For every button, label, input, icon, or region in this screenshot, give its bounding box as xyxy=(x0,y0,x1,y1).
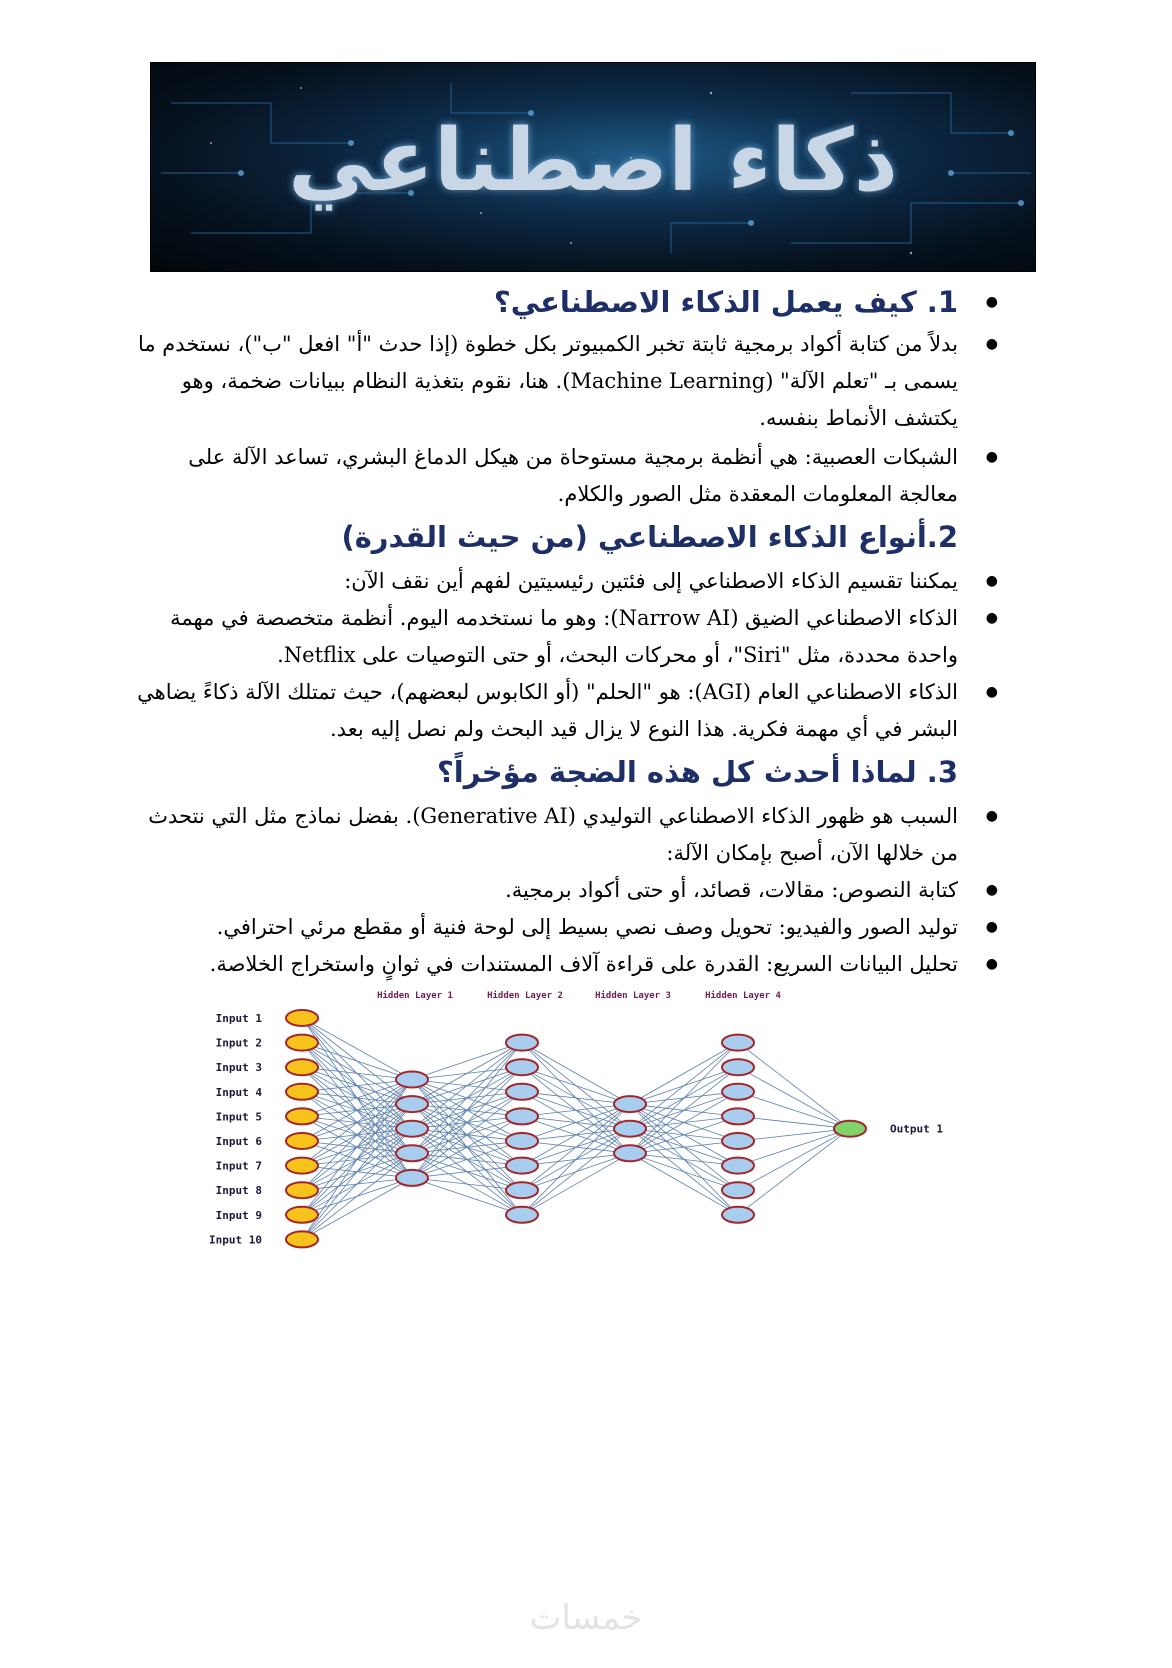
input-label: Input 2 xyxy=(215,1036,262,1050)
hidden-layer-label: Hidden Layer 1 xyxy=(377,991,453,1001)
section-3-bullet-3: ● توليد الصور والفيديو: تحويل وصف نصي بسيط إلى لوحة فنية أو مقطع مرئي احترافي. xyxy=(130,909,1010,946)
network-edge xyxy=(738,1129,850,1141)
section-3-heading: 3. لماذا أحدث كل هذه الضجة مؤخراً؟ xyxy=(436,755,958,789)
network-edge xyxy=(630,1043,738,1154)
output-node xyxy=(834,1121,866,1137)
section-2-bullet-1: ● يمكننا تقسيم الذكاء الاصطناعي إلى فئتين رئيسيتين لفهم أين نقف الآن: xyxy=(130,563,1010,600)
hidden-layer-label: Hidden Layer 2 xyxy=(487,991,563,1001)
network-edge xyxy=(738,1116,850,1128)
hidden-node xyxy=(722,1133,754,1149)
hidden-node xyxy=(722,1207,754,1223)
hidden-node xyxy=(396,1145,428,1161)
hidden-node xyxy=(722,1108,754,1124)
input-label: Input 9 xyxy=(215,1208,262,1222)
hidden-node xyxy=(722,1084,754,1100)
banner-title: ذكاء اصطناعي xyxy=(288,111,898,211)
hidden-node xyxy=(506,1182,538,1198)
input-node xyxy=(286,1158,318,1174)
hidden-layer-label: Hidden Layer 3 xyxy=(595,991,671,1001)
hidden-node xyxy=(614,1096,646,1112)
network-nodes xyxy=(286,1010,866,1247)
network-edge xyxy=(302,1018,412,1080)
network-edge xyxy=(412,1043,522,1178)
watermark-logo: خمسات xyxy=(529,1598,643,1638)
network-edge xyxy=(522,1104,630,1141)
hidden-node xyxy=(506,1108,538,1124)
input-node xyxy=(286,1010,318,1026)
input-label: Input 10 xyxy=(209,1233,262,1247)
section-3-bullet-4: ● تحليل البيانات السريع: القدرة على قراءة آلاف المستندات في ثوانٍ واستخراج الخلاصة. xyxy=(130,946,1010,983)
hidden-node xyxy=(614,1145,646,1161)
neural-network-diagram xyxy=(190,990,980,1260)
network-edge xyxy=(738,1129,850,1191)
input-label: Input 7 xyxy=(215,1159,262,1173)
network-edge xyxy=(522,1067,630,1104)
hidden-node xyxy=(396,1170,428,1186)
input-node xyxy=(286,1059,318,1075)
network-edge xyxy=(522,1043,630,1105)
network-edges xyxy=(302,1018,850,1239)
network-edge xyxy=(630,1043,738,1105)
network-edge xyxy=(522,1104,630,1215)
network-edge xyxy=(630,1153,738,1215)
hidden-node xyxy=(722,1158,754,1174)
network-edge xyxy=(302,1080,412,1191)
hidden-node xyxy=(396,1096,428,1112)
network-edge xyxy=(630,1153,738,1190)
section-2-heading: 2.أنواع الذكاء الاصطناعي (من حيث القدرة) xyxy=(341,520,958,554)
input-node xyxy=(286,1207,318,1223)
network-edge xyxy=(412,1043,522,1080)
network-edge xyxy=(412,1043,522,1154)
input-node xyxy=(286,1108,318,1124)
output-label: Output 1 xyxy=(890,1122,943,1136)
input-label: Input 3 xyxy=(215,1061,262,1075)
section-1-bullet-2: ● الشبكات العصبية: هي أنظمة برمجية مستوحاة من هيكل الدماغ البشري، تساعد الآلة على معالجة المعلومات المعقدة مثل الصور والكلام. xyxy=(130,439,1010,513)
input-label: Input 6 xyxy=(215,1135,262,1148)
network-edge xyxy=(630,1092,738,1154)
section-2-bullet-3: ● الذكاء الاصطناعي العام (AGI): هو "الحلم" (أو الكابوس لبعضهم)، حيث تمتلك الآلة ذكاءً يضاهي البشر في أي مهمة فكرية. هذا النوع لا يزال قيد البحث ولم نصل إليه بعد. xyxy=(130,674,1010,748)
hidden-node xyxy=(506,1158,538,1174)
hidden-layer-label: Hidden Layer 4 xyxy=(705,991,781,1001)
input-node xyxy=(286,1035,318,1051)
network-edge xyxy=(302,1178,412,1240)
network-edge xyxy=(302,1129,412,1240)
section-1-bullet-1: ● بدلاً من كتابة أكواد برمجية ثابتة تخبر الكمبيوتر بكل خطوة (إذا حدث "أ" افعل "ب")، نستخدم ما يسمى بـ "تعلم الآلة" (Machine Learning). هنا، نقوم بتغذية النظام ببيانات ضخمة، وهو يكتشف الأنماط بنفسه. xyxy=(130,326,1010,437)
network-edge xyxy=(412,1067,522,1178)
network-edge xyxy=(630,1116,738,1153)
hidden-node xyxy=(396,1121,428,1137)
network-edge xyxy=(412,1178,522,1215)
input-label: Input 5 xyxy=(215,1110,262,1124)
network-edge xyxy=(302,1080,412,1215)
hidden-node xyxy=(614,1121,646,1137)
network-edge xyxy=(738,1067,850,1129)
network-edge xyxy=(302,1080,412,1142)
article-body xyxy=(130,282,1010,983)
hidden-node xyxy=(722,1182,754,1198)
input-label: Input 4 xyxy=(215,1085,262,1099)
input-label: Input 8 xyxy=(215,1184,262,1198)
network-edge xyxy=(738,1129,850,1166)
network-edge xyxy=(412,1043,522,1105)
hidden-node xyxy=(722,1035,754,1051)
title-banner xyxy=(150,62,1036,272)
section-3-bullet-1: ● السبب هو ظهور الذكاء الاصطناعي التوليدي (Generative AI). بفضل نماذج مثل التي نتحدث من خلالها الآن، أصبح بإمكان الآلة: xyxy=(130,798,1010,872)
network-edge xyxy=(522,1104,630,1166)
input-node xyxy=(286,1182,318,1198)
section-2-bullet-2: ● الذكاء الاصطناعي الضيق (Narrow AI): وهو ما نستخدمه اليوم. أنظمة متخصصة في مهمة واحدة محددة، مثل "Siri"، أو محركات البحث، أو حتى التوصيات على Netflix. xyxy=(130,600,1010,674)
hidden-node xyxy=(506,1084,538,1100)
hidden-node xyxy=(506,1035,538,1051)
section-3-bullet-2: ● كتابة النصوص: مقالات، قصائد، أو حتى أكواد برمجية. xyxy=(130,872,1010,909)
hidden-node xyxy=(506,1207,538,1223)
input-node xyxy=(286,1084,318,1100)
network-edge xyxy=(738,1092,850,1129)
network-edge xyxy=(302,1104,412,1239)
hidden-node xyxy=(722,1059,754,1075)
section-1-heading: ● 1. كيف يعمل الذكاء الاصطناعي؟ xyxy=(130,282,1010,322)
input-node xyxy=(286,1133,318,1149)
network-edge xyxy=(522,1153,630,1215)
hidden-node xyxy=(506,1059,538,1075)
hidden-node xyxy=(396,1072,428,1088)
network-edge xyxy=(412,1116,522,1178)
hidden-node xyxy=(506,1133,538,1149)
input-node xyxy=(286,1231,318,1247)
network-edge xyxy=(302,1043,412,1080)
input-label: Input 1 xyxy=(215,1012,262,1025)
